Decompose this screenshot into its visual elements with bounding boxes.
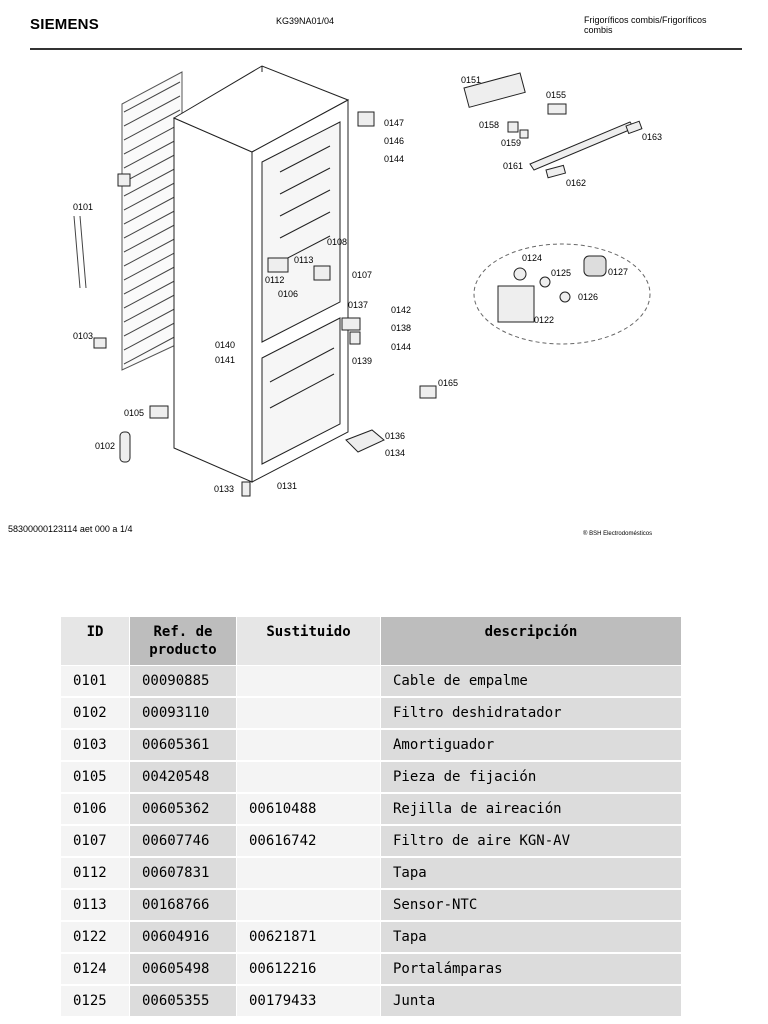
brand-logo: SIEMENS bbox=[30, 16, 99, 33]
cell-description: Portalámparas bbox=[381, 953, 682, 985]
cell-id: 0112 bbox=[61, 857, 130, 889]
cell-description: Sensor-NTC bbox=[381, 889, 682, 921]
cell-description: Filtro de aire KGN-AV bbox=[381, 825, 682, 857]
cell-substituted bbox=[237, 761, 381, 793]
label-0124: 0124 bbox=[522, 253, 543, 263]
label-0137: 0137 bbox=[348, 300, 369, 310]
label-0108: 0108 bbox=[327, 237, 348, 247]
cell-substituted bbox=[237, 729, 381, 761]
cell-ref: 00420548 bbox=[130, 761, 237, 793]
cell-substituted: 00179433 bbox=[237, 985, 381, 1017]
exploded-parts-diagram bbox=[0, 52, 768, 512]
column-header-ref: Ref. de producto bbox=[130, 617, 237, 666]
label-0155: 0155 bbox=[546, 90, 567, 100]
cell-ref: 00093110 bbox=[130, 697, 237, 729]
label-0161: 0161 bbox=[503, 161, 524, 171]
label-0101: 0101 bbox=[73, 202, 94, 212]
cell-description: Tapa bbox=[381, 857, 682, 889]
label-0144-bottom: 0144 bbox=[391, 342, 412, 352]
label-0103: 0103 bbox=[73, 331, 94, 341]
copyright-notice: ® BSH Electrodomésticos bbox=[583, 531, 653, 537]
label-0140: 0140 bbox=[215, 340, 236, 350]
label-0139: 0139 bbox=[352, 356, 373, 366]
cell-substituted bbox=[237, 697, 381, 729]
table-row bbox=[61, 761, 682, 793]
label-0113: 0113 bbox=[294, 255, 314, 265]
label-0151: 0151 bbox=[461, 75, 482, 85]
label-0112: 0112 bbox=[265, 275, 285, 285]
table-row bbox=[61, 666, 682, 698]
cell-ref: 00605498 bbox=[130, 953, 237, 985]
cell-substituted: 00621871 bbox=[237, 921, 381, 953]
parts-table bbox=[60, 616, 682, 1018]
cell-ref: 00090885 bbox=[130, 666, 237, 698]
cell-substituted: 00612216 bbox=[237, 953, 381, 985]
cell-substituted bbox=[237, 857, 381, 889]
column-header-description: descripción bbox=[381, 617, 682, 666]
cell-id: 0125 bbox=[61, 985, 130, 1017]
column-header-substituted: Sustituido bbox=[237, 617, 381, 666]
label-0136: 0136 bbox=[385, 431, 406, 441]
table-header-row bbox=[61, 617, 682, 666]
cell-id: 0106 bbox=[61, 793, 130, 825]
cell-ref: 00607746 bbox=[130, 825, 237, 857]
cell-description: Tapa bbox=[381, 921, 682, 953]
table-row bbox=[61, 857, 682, 889]
diagram-drawing bbox=[0, 52, 768, 512]
label-0131: 0131 bbox=[277, 481, 298, 491]
document-reference: 58300000123114 aet 000 a 1/4 bbox=[8, 524, 133, 534]
cell-id: 0102 bbox=[61, 697, 130, 729]
label-0146: 0146 bbox=[384, 136, 405, 146]
cell-id: 0124 bbox=[61, 953, 130, 985]
cell-ref: 00168766 bbox=[130, 889, 237, 921]
label-0141: 0141 bbox=[215, 355, 236, 365]
label-0125: 0125 bbox=[551, 268, 572, 278]
condenser-coil bbox=[122, 72, 182, 370]
cell-substituted: 00616742 bbox=[237, 825, 381, 857]
cell-substituted: 00610488 bbox=[237, 793, 381, 825]
cell-description: Amortiguador bbox=[381, 729, 682, 761]
label-0147: 0147 bbox=[384, 118, 405, 128]
label-0144-top: 0144 bbox=[384, 154, 405, 164]
cell-description: Pieza de fijación bbox=[381, 761, 682, 793]
label-0102: 0102 bbox=[95, 441, 116, 451]
label-0158: 0158 bbox=[479, 120, 500, 130]
cell-description: Junta bbox=[381, 985, 682, 1017]
cell-substituted bbox=[237, 889, 381, 921]
cell-id: 0113 bbox=[61, 889, 130, 921]
table-row bbox=[61, 793, 682, 825]
column-header-id: ID bbox=[61, 617, 130, 666]
table-row bbox=[61, 729, 682, 761]
page-header bbox=[0, 0, 768, 52]
label-0142: 0142 bbox=[391, 305, 412, 315]
label-0105: 0105 bbox=[124, 408, 145, 418]
label-0159: 0159 bbox=[501, 138, 522, 148]
cell-description: Cable de empalme bbox=[381, 666, 682, 698]
table-row bbox=[61, 889, 682, 921]
product-category: Frigoríficos combis/Frigoríficos combis bbox=[584, 15, 707, 35]
table-row bbox=[61, 953, 682, 985]
cell-id: 0122 bbox=[61, 921, 130, 953]
cell-ref: 00607831 bbox=[130, 857, 237, 889]
label-0163: 0163 bbox=[642, 132, 663, 142]
table-row bbox=[61, 697, 682, 729]
cell-id: 0103 bbox=[61, 729, 130, 761]
table-row bbox=[61, 825, 682, 857]
cell-id: 0107 bbox=[61, 825, 130, 857]
cell-description: Filtro deshidratador bbox=[381, 697, 682, 729]
cell-substituted bbox=[237, 666, 381, 698]
table-row bbox=[61, 921, 682, 953]
label-0107: 0107 bbox=[352, 270, 373, 280]
label-0162: 0162 bbox=[566, 178, 587, 188]
label-0126: 0126 bbox=[578, 292, 599, 302]
cell-description: Rejilla de aireación bbox=[381, 793, 682, 825]
cell-ref: 00604916 bbox=[130, 921, 237, 953]
header-divider bbox=[30, 48, 742, 50]
model-number: KG39NA01/04 bbox=[276, 16, 335, 26]
label-0133: 0133 bbox=[214, 484, 235, 494]
label-0134: 0134 bbox=[385, 448, 406, 458]
cell-ref: 00605362 bbox=[130, 793, 237, 825]
label-0122: 0122 bbox=[534, 315, 555, 325]
cell-id: 0101 bbox=[61, 666, 130, 698]
cell-id: 0105 bbox=[61, 761, 130, 793]
cell-ref: 00605361 bbox=[130, 729, 237, 761]
label-0138: 0138 bbox=[391, 323, 412, 333]
cell-ref: 00605355 bbox=[130, 985, 237, 1017]
label-0165: 0165 bbox=[438, 378, 459, 388]
label-0106: 0106 bbox=[278, 289, 299, 299]
label-0127: 0127 bbox=[608, 267, 629, 277]
table-row bbox=[61, 985, 682, 1017]
